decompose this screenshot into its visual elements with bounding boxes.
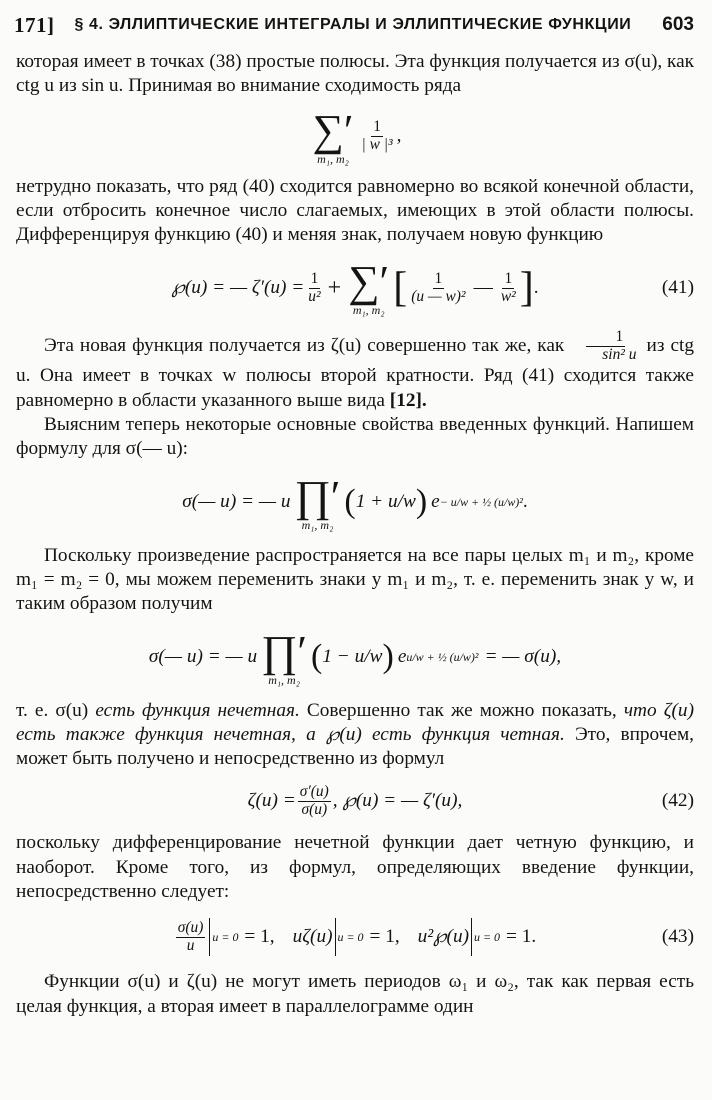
sum-operator: ∑′ m₁, m₂ [348, 257, 390, 318]
sigma-odd-formula: σ(— u) = — u ∏′ m₁, m₂ ( 1 − u/w ) e u/w + ½ (u/w)² = — σ(u), [148, 626, 562, 687]
sigma-minus-u-formula: σ(— u) = — u ∏′ m₁, m₂ ( 1 + u/w ) e − u/w + ½ (u/w)² . [182, 471, 528, 532]
paragraph-7: поскольку дифференцирование нечетной функции дает четную функцию, и наоборот. Кроме того, из формул, определяющих введение функции, непосредственно следует: [16, 832, 694, 902]
page-number: 603 [662, 14, 694, 35]
equation-43: $\frac{\sigma(u)}{u}$ u = 0 = 1, uζ(u) u = 0 = 1, u²℘(u) u = 0 = 1. (43) [16, 912, 694, 962]
paragraph-4: Выясним теперь некоторые основные свойства введенных функций. Напишем формулу для σ(— u): [16, 414, 694, 460]
equation-42: ζ(u) = $\frac{\sigma'(u)}{\sigma(u)}$ , ℘(u) = — ζ′(u), (42) [247, 782, 694, 818]
paragraph-3: Эта новая функция получается из ζ(u) совершенно так же, как $\frac{1}{\text{sin² u}}$ из ctg u. Она имеет в точках w полюсы второй кратности. Ряд (41) сходится также равномерно в области указанного выше вида [12]. [16, 328, 695, 411]
paragraph-2: нетрудно показать, что ряд (40) сходится равномерно во всякой конечной области, если отбросить конечное число слагаемых, имеющих в этой области полюсы. Дифференцируя функцию (40) и меняя знак, получаем новую функцию [16, 175, 694, 246]
page-reference: 171] [14, 12, 55, 37]
paragraph-8: Функции σ(u) и ζ(u) не могут иметь периодов ω₁ и ω₂, так как первая есть целая функция, а вторая имеет в параллелограмме один [16, 971, 694, 1017]
series-fraction: $\frac{1}{\text{| w |³}}$ [361, 118, 393, 154]
equation-number: (41) [661, 277, 694, 299]
section-title: § 4. ЭЛЛИПТИЧЕСКИЕ ИНТЕГРАЛЫ И ЭЛЛИПТИЧЕСКИЕ ФУНКЦИИ [74, 16, 632, 33]
equation-number: (43) [661, 926, 694, 948]
page-body [16, 50, 694, 1019]
series-formula: ∑′ m₁, m₂ $\frac{1}{\text{| w |³}}$ , [312, 105, 402, 166]
sum-operator: ∑′ m₁, m₂ [312, 105, 354, 166]
product-operator: ∏′ m₁, m₂ [261, 626, 307, 687]
running-header [14, 10, 694, 40]
inline-fraction: $\frac{1}{\text{sin² u}}$ [572, 329, 638, 364]
product-operator: ∏′ m₁, m₂ [294, 471, 341, 532]
paragraph-5: Поскольку произведение распространяется на все пары целых m₁ и m₂, кроме m₁ = m₂ = 0, мы можем переменить знаки у m₁ и m₂, т. е. переменить знак у w, и таким образом получим [16, 544, 694, 615]
equation-41: ℘(u) = — ζ′(u) = $\frac{1}{\text{u²}}$ + ∑′ m₁, m₂ [ $\frac{1}{\text{(u — w)²}}$ — $\frac{1}{\text{w²}}$ ] . (41) [171, 257, 694, 318]
equation-number: (42) [661, 790, 694, 812]
paragraph-6: т. е. σ(u) есть функция нечетная. Совершенно так же можно показать, что ζ(u) есть также функция нечетная, а ℘(u) есть функция четная. Это, впрочем, может быть получено и непосредственно из формул [16, 699, 694, 770]
paragraph-1: которая имеет в точках (38) простые полюсы. Эта функция получается из σ(u), как ctg u из sin u. Принимая во внимание сходимость ряда [16, 51, 695, 97]
